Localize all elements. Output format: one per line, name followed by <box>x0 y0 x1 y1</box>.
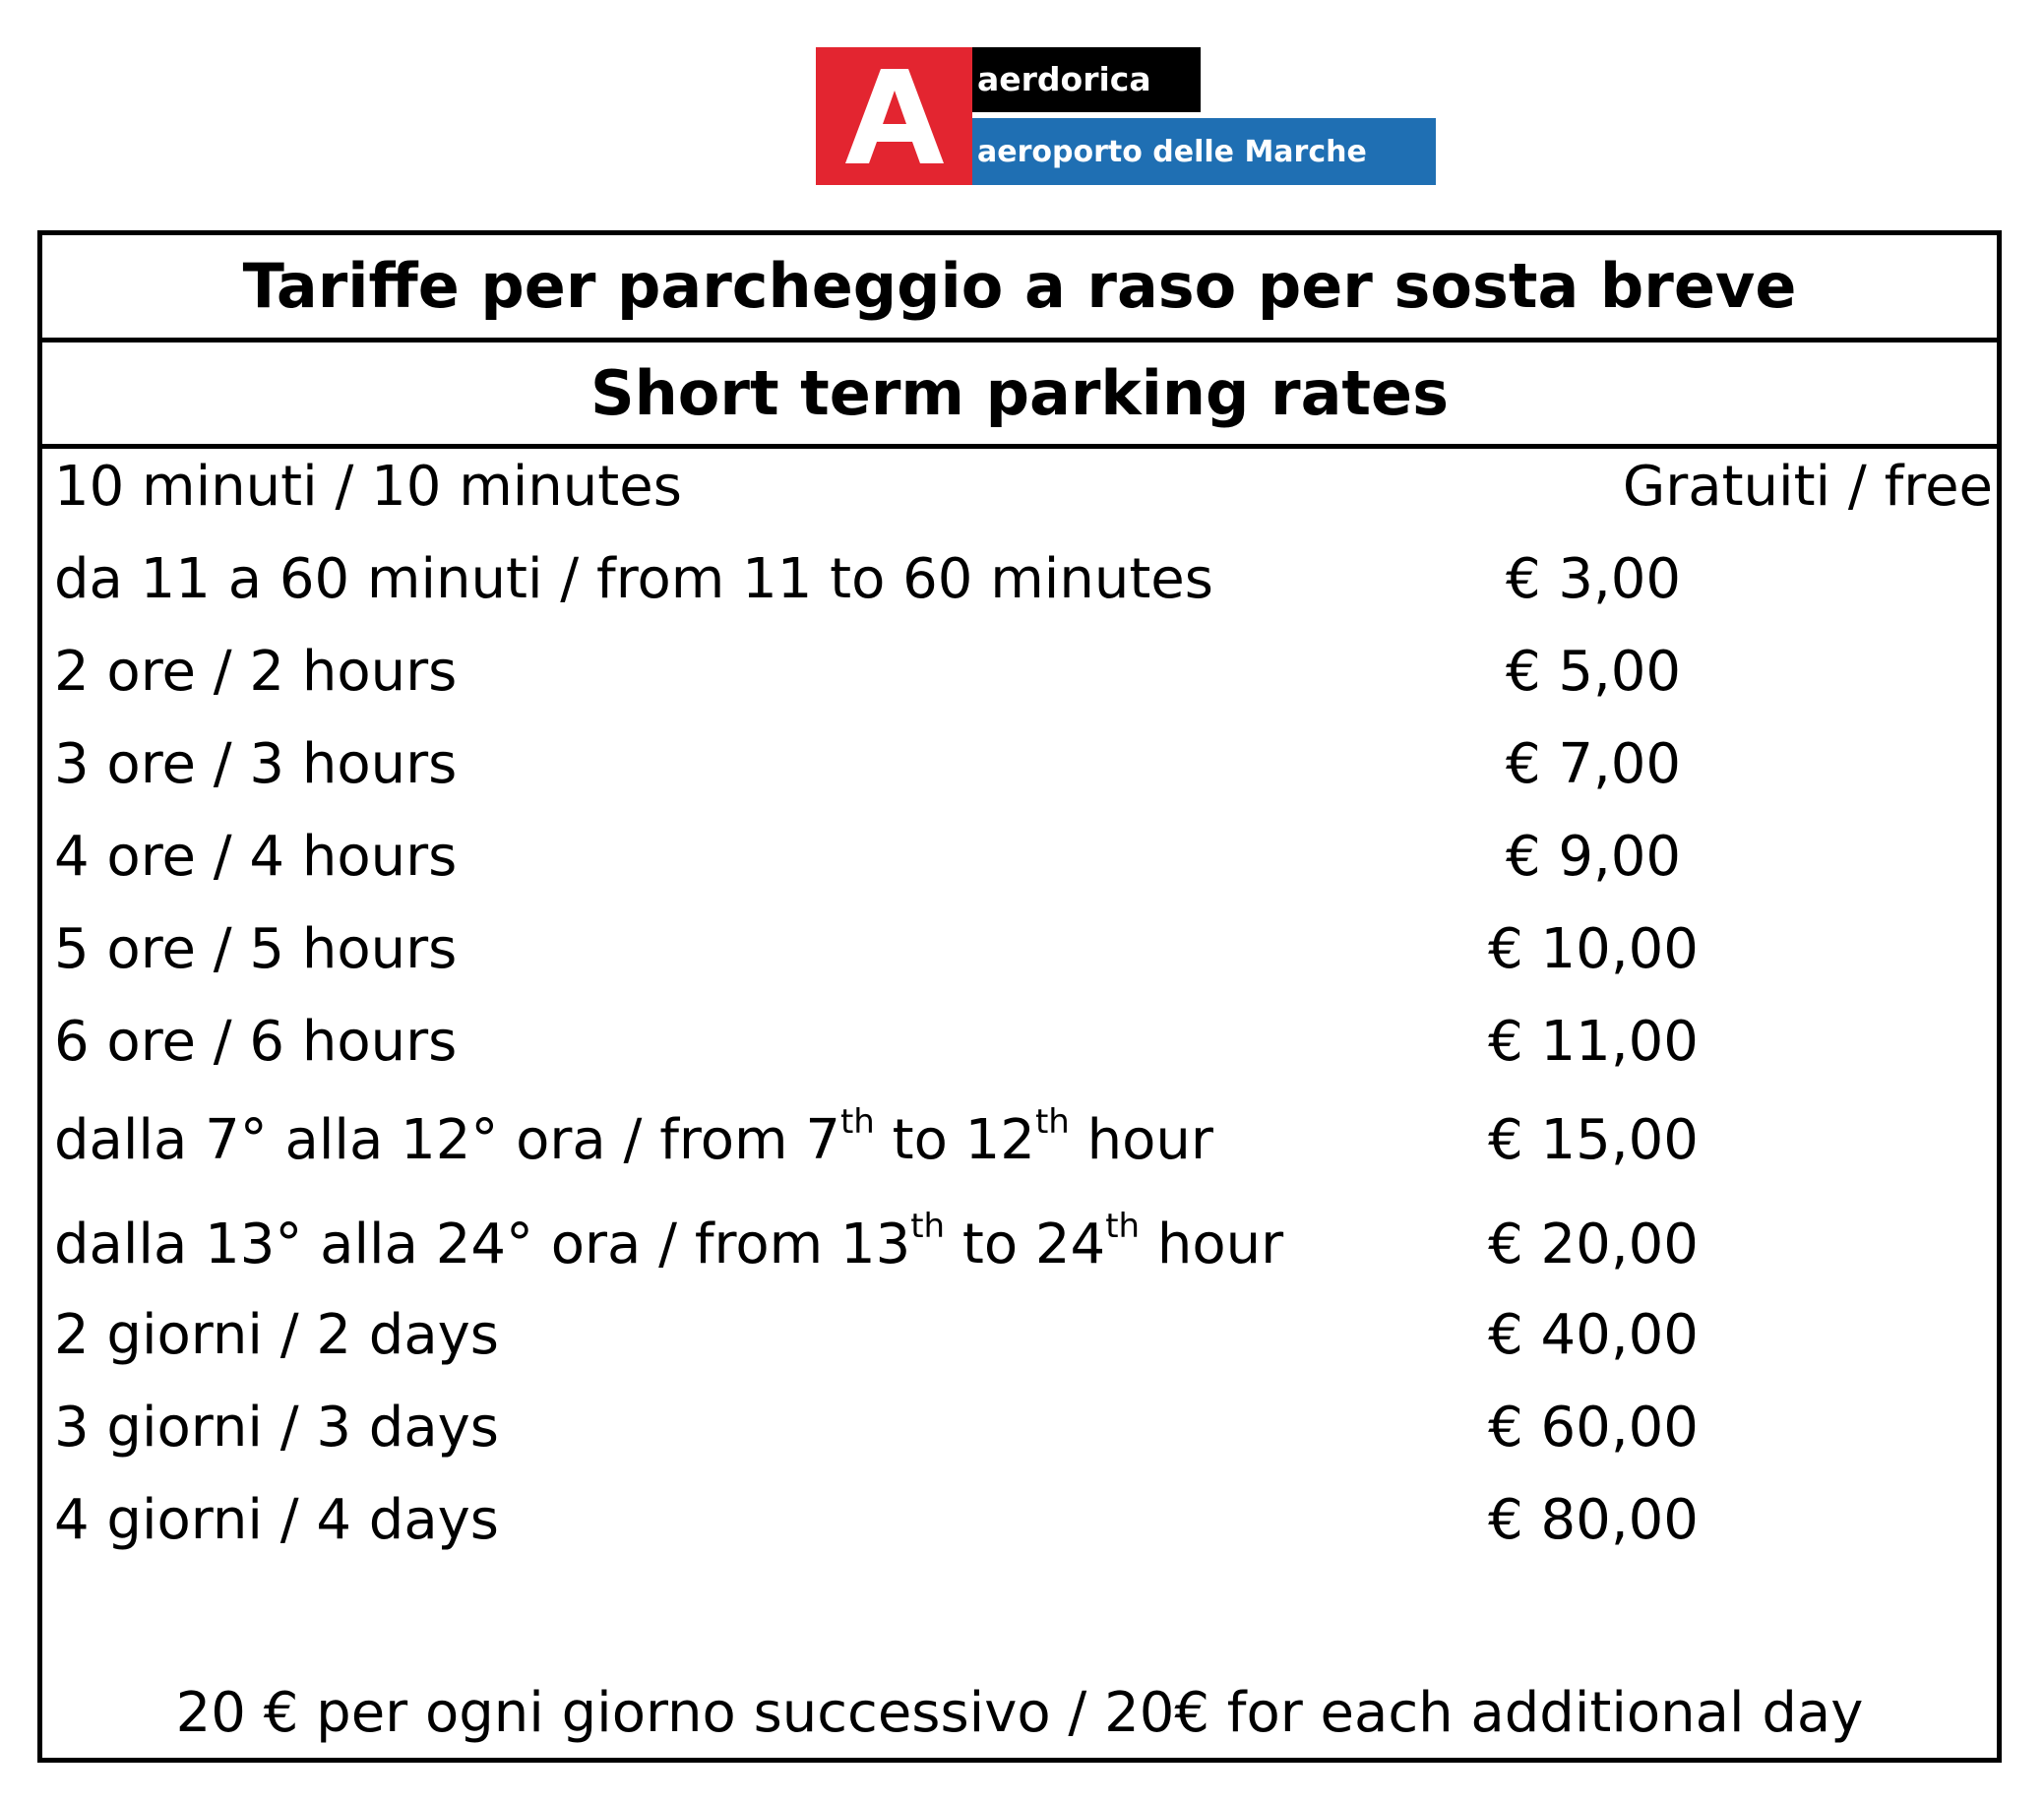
footer-note: 20 € per ogni giorno successivo / 20€ for each additional day <box>175 1681 1864 1745</box>
rate-price: € 40,00 <box>1488 1303 1699 1367</box>
rate-price: € 11,00 <box>1488 1010 1699 1074</box>
duration-text: 4 giorni / 4 days <box>54 1488 499 1552</box>
duration-text: 3 ore / 3 hours <box>54 732 458 796</box>
rate-price: € 20,00 <box>1488 1213 1699 1276</box>
title-english: Short term parking rates <box>42 342 1997 449</box>
rate-duration <box>54 1481 499 1560</box>
logo-red-square <box>816 47 972 185</box>
rate-price: Gratuiti / free <box>1622 455 1993 519</box>
rate-price: € 60,00 <box>1488 1396 1699 1460</box>
rate-duration <box>54 448 682 527</box>
duration-text: hour <box>1069 1108 1213 1172</box>
duration-text: da 11 a 60 minuti / from 11 to 60 minutes <box>54 547 1213 611</box>
duration-text: to 24 <box>945 1213 1106 1276</box>
ordinal-suffix: th <box>1034 1102 1070 1143</box>
rate-price: € 3,00 <box>1505 547 1682 611</box>
rate-price: € 80,00 <box>1488 1488 1699 1552</box>
duration-text: hour <box>1140 1213 1284 1276</box>
rate-price: € 10,00 <box>1488 917 1699 981</box>
rate-duration <box>54 1296 499 1375</box>
rate-duration <box>54 1101 1213 1180</box>
duration-text: 2 ore / 2 hours <box>54 640 458 704</box>
rate-duration <box>54 1003 457 1082</box>
rate-duration <box>54 1389 499 1467</box>
rate-row <box>42 1101 1997 1180</box>
rate-row <box>42 633 1997 712</box>
duration-text: 2 giorni / 2 days <box>54 1303 499 1367</box>
rate-duration <box>54 725 457 804</box>
rate-row <box>42 540 1997 619</box>
rate-row <box>42 1206 1997 1284</box>
rate-row <box>42 1389 1997 1467</box>
rate-price: € 7,00 <box>1505 732 1682 796</box>
logo-subtitle: aeroporto delle Marche <box>977 135 1367 169</box>
duration-text: 5 ore / 5 hours <box>54 917 458 981</box>
rate-price: € 5,00 <box>1505 640 1682 704</box>
duration-text: 3 giorni / 3 days <box>54 1396 499 1460</box>
rate-duration <box>54 633 457 712</box>
rate-row <box>42 448 1997 527</box>
duration-text: dalla 13° alla 24° ora / from 13 <box>54 1213 911 1276</box>
duration-text: 10 minuti / 10 minutes <box>54 455 682 519</box>
rate-price: € 15,00 <box>1488 1108 1699 1172</box>
aerdorica-logo <box>816 47 1436 185</box>
rate-row <box>42 1003 1997 1082</box>
ordinal-suffix: th <box>1105 1207 1141 1247</box>
rate-duration <box>54 540 1213 619</box>
rate-row <box>42 910 1997 989</box>
rate-price: € 9,00 <box>1505 825 1682 889</box>
duration-text: to 12 <box>874 1108 1035 1172</box>
rates-table <box>37 230 2002 1763</box>
rate-row <box>42 725 1997 804</box>
rate-row <box>42 1481 1997 1560</box>
rate-row <box>42 1296 1997 1375</box>
rate-duration <box>54 1206 1283 1284</box>
logo-letter-a-icon <box>816 47 972 185</box>
duration-text: 4 ore / 4 hours <box>54 825 458 889</box>
logo-company-name: aerdorica <box>977 60 1151 98</box>
ordinal-suffix: th <box>839 1102 875 1143</box>
duration-text: 6 ore / 6 hours <box>54 1010 458 1074</box>
rate-row <box>42 818 1997 897</box>
rate-duration <box>54 818 457 897</box>
ordinal-suffix: th <box>910 1207 946 1247</box>
duration-text: dalla 7° alla 12° ora / from 7 <box>54 1108 840 1172</box>
title-italian: Tariffe per parcheggio a raso per sosta breve <box>42 235 1997 342</box>
rate-duration <box>54 910 457 989</box>
